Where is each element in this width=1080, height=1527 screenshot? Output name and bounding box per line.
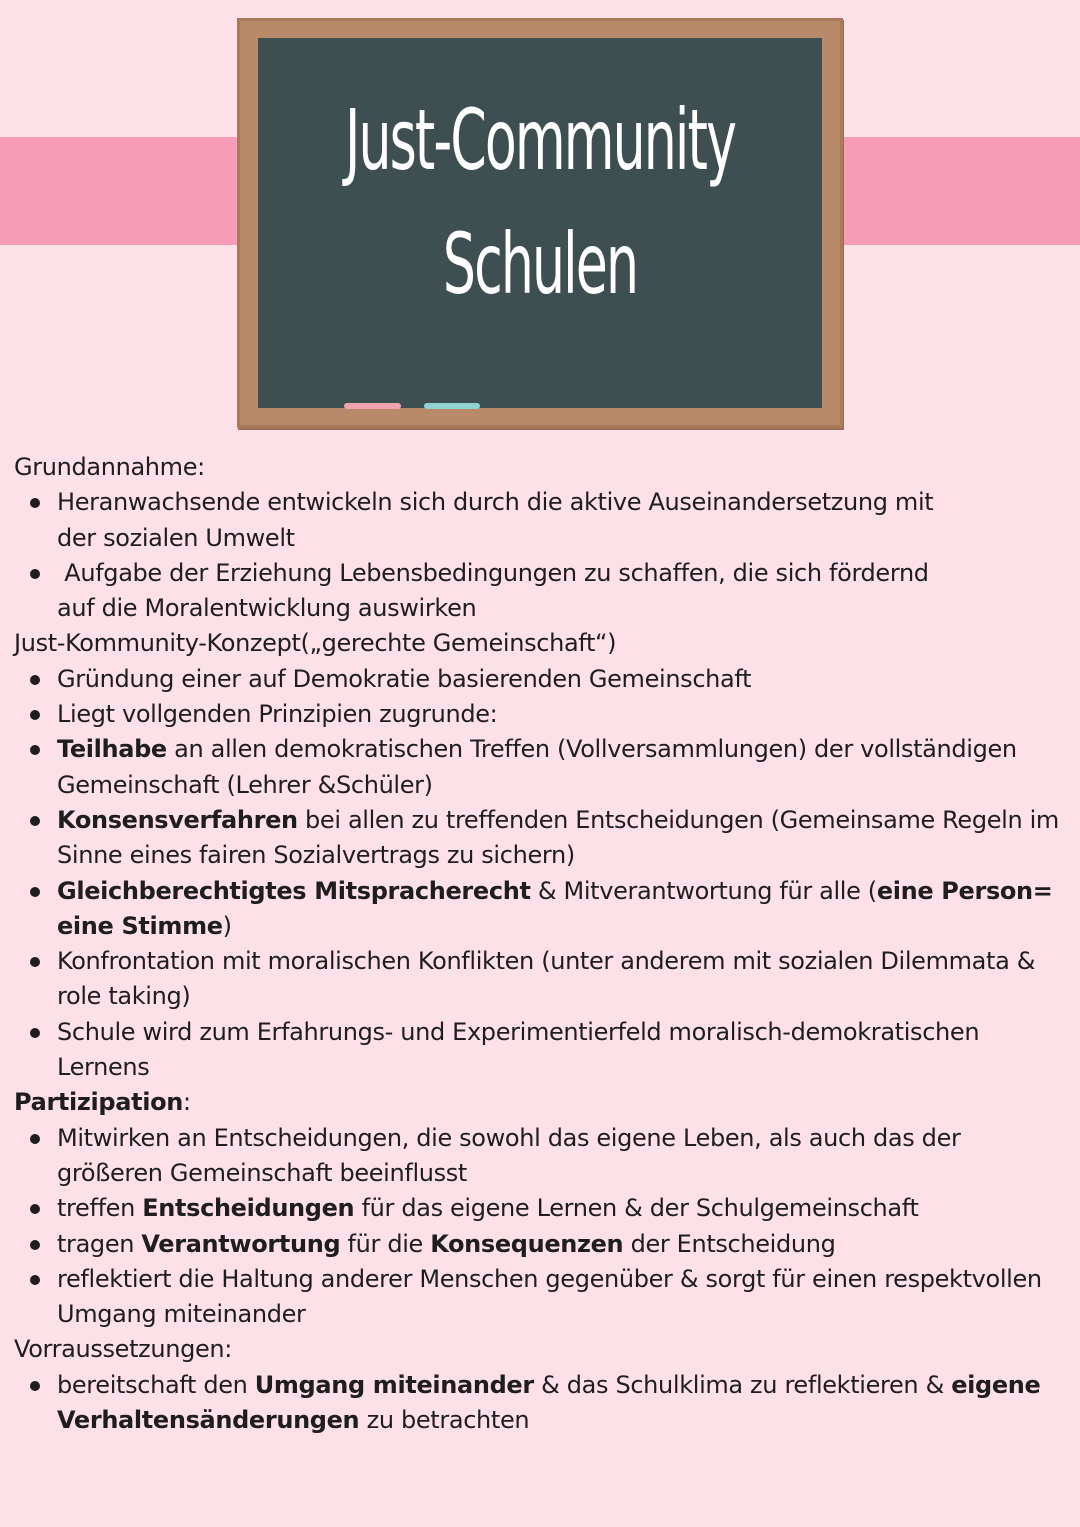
list-voraussetzungen — [14, 1368, 1074, 1439]
list-item: tragen Verantwortung für die Konsequenzen der Entscheidung — [14, 1227, 1074, 1262]
heading-voraussetzungen: Vorraussetzungen: — [14, 1335, 233, 1364]
heading-partizipation: Partizipation: — [14, 1088, 191, 1117]
list-partizipation — [14, 1121, 1074, 1333]
heading-konzept: Just-Kommunity-Konzept(„gerechte Gemeinschaft“) — [14, 629, 617, 658]
list-item: Mitwirken an Entscheidungen, die sowohl das eigene Leben, als auch das der größeren Gemeinschaft beeinflusst — [14, 1121, 987, 1192]
page-title-line1: Just-Community — [344, 91, 736, 189]
list-item: treffen Entscheidungen für das eigene Lernen & der Schulgemeinschaft — [14, 1191, 1074, 1226]
list-item: Heranwachsende entwickeln sich durch die aktive Auseinandersetzung mit der sozialen Umwelt — [14, 485, 957, 556]
list-item: Schule wird zum Erfahrungs- und Experimentierfeld moralisch-demokratischen Lernens — [14, 1015, 1017, 1086]
list-item: Liegt vollgenden Prinzipien zugrunde: — [14, 697, 1074, 732]
page-title-line2: Schulen — [442, 215, 638, 313]
list-item: Aufgabe der Erziehung Lebensbedingungen zu schaffen, die sich fördernd auf die Moralentwicklung auswirken — [14, 556, 957, 627]
heading-grundannahme: Grundannahme: — [14, 453, 205, 481]
list-item: Konsensverfahren bei allen zu treffenden Entscheidungen (Gemeinsame Regeln im Sinne eines fairen Sozialvertrags zu sichern) — [14, 803, 1074, 874]
list-item: Konfrontation mit moralischen Konflikten (unter anderem mit sozialen Dilemmata & role taking) — [14, 944, 1074, 1015]
list-item: reflektiert die Haltung anderer Menschen gegenüber & sorgt für einen respektvollen Umgang miteinander — [14, 1262, 1074, 1333]
teal-chalk-piece — [424, 403, 480, 409]
list-grundannahme — [14, 485, 1074, 626]
list-item: Teilhabe an allen demokratischen Treffen (Vollversammlungen) der vollständigen Gemeinschaft (Lehrer &Schüler) — [14, 732, 1074, 803]
document-body — [14, 450, 1074, 1438]
list-konzept — [14, 662, 1074, 1086]
list-item: bereitschaft den Umgang miteinander & das Schulklima zu reflektieren & eigene Verhaltensänderungen zu betrachten — [14, 1368, 1074, 1439]
pink-chalk-piece — [344, 403, 401, 409]
list-item: Gleichberechtigtes Mitspracherecht & Mitverantwortung für alle (eine Person= eine Stimme) — [14, 874, 1074, 945]
page-title — [205, 78, 875, 326]
list-item: Gründung einer auf Demokratie basierenden Gemeinschaft — [14, 662, 1074, 697]
